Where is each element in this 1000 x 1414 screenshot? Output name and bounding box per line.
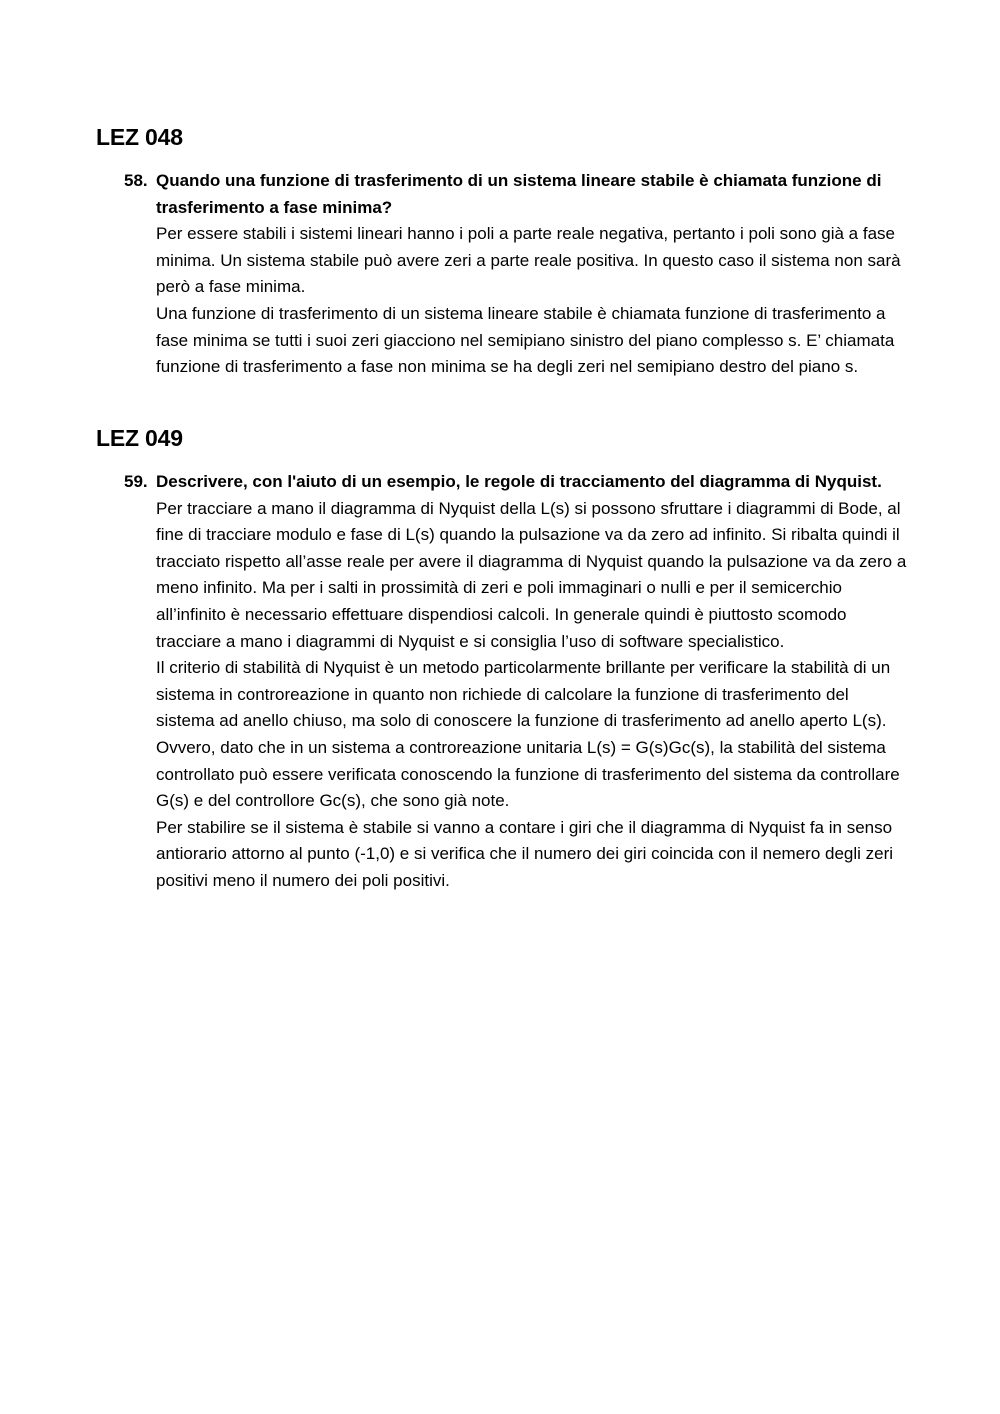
answer-paragraph: Per tracciare a mano il diagramma di Nyquist della L(s) si possono sfruttare i diagrammi di Bode, al fine di tracciare modulo e fase di L(s) quando la pulsazione va da zero ad infinito. Si ribalta quindi il tracciato rispetto all’asse reale per avere il diagramma di Nyquist quando la pulsazione va da zero a meno infinito. Ma per i salti in prossimità di zeri e poli immaginari o nulli e per il semicerchio all’infinito è necessario effettuare dispendiosi calcoli. In generale quindi è piuttosto scomodo tracciare a mano i diagrammi di Nyquist e si consiglia l’uso di software specialistico.: [156, 498, 907, 651]
question-title: Quando una funzione di trasferimento di un sistema lineare stabile è chiamata funzione di trasferimento a fase minima?: [156, 171, 882, 217]
question-body: [156, 469, 908, 895]
answer-paragraph: Una funzione di trasferimento di un sistema lineare stabile è chiamata funzione di trasferimento a fase minima se tutti i suoi zeri giacciono nel semipiano sinistro del piano complesso s. E’ chiamata funzione di trasferimento a fase non minima se ha degli zeri nel semipiano destro del piano s.: [156, 303, 895, 377]
answer-paragraph: Per essere stabili i sistemi lineari hanno i poli a parte reale negativa, pertanto i poli sono già a fase minima. Un sistema stabile può avere zeri a parte reale positiva. In questo caso il sistema non sarà però a fase minima.: [156, 224, 901, 297]
answer-paragraph: Il criterio di stabilità di Nyquist è un metodo particolarmente brillante per verificare la stabilità di un sistema in controreazione in quanto non richiede di calcolare la funzione di trasferimento del sistema ad anello chiuso, ma solo di conoscere la funzione di trasferimento ad anello aperto L(s). Ovvero, dato che in un sistema a controreazione unitaria L(s) = G(s)Gc(s), la stabilità del sistema controllato può essere verificata conoscendo la funzione di trasferimento del sistema da controllare G(s) e del controllore Gc(s), che sono già note.: [156, 658, 900, 811]
question-58: [124, 168, 914, 381]
question-number: 59.: [124, 472, 148, 491]
question-59: [124, 469, 914, 895]
lesson-heading-048: LEZ 048: [96, 124, 183, 150]
question-title: Descrivere, con l'aiuto di un esempio, le regole di tracciamento del diagramma di Nyquist.: [156, 472, 882, 491]
answer-paragraph: Per stabilire se il sistema è stabile si vanno a contare i giri che il diagramma di Nyquist fa in senso antiorario attorno al punto (-1,0) e si verifica che il numero dei giri coincida con il nemero degli zeri positivi meno il numero dei poli positivi.: [156, 817, 894, 890]
question-body: [156, 168, 908, 381]
lesson-heading-049: LEZ 049: [96, 425, 183, 451]
question-number: 58.: [124, 171, 148, 190]
